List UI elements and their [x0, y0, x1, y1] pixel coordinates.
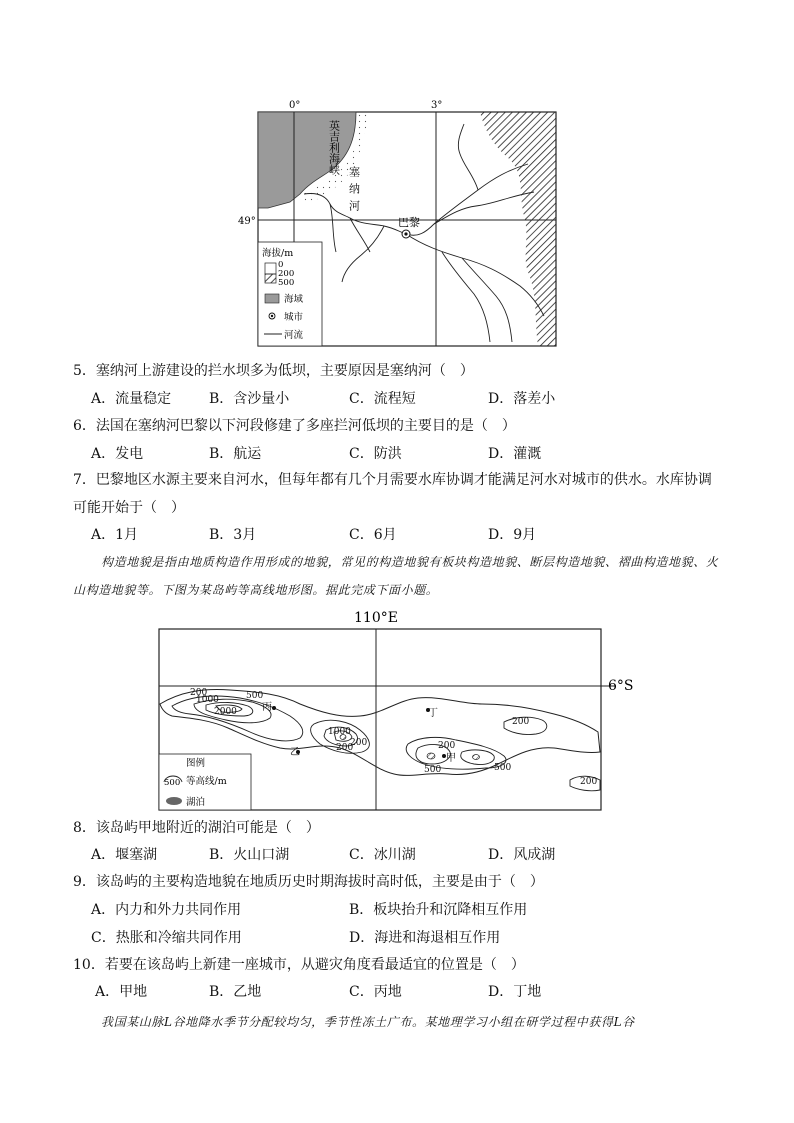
intro-passage: 构造地貌是指由地质构造作用形成的地貌，常见的构造地貌有板块构造地貌、断层构造地貌、褶曲构造地貌、火山构造地貌等。下图为某岛屿等高线地形图。据此完成下面小题。 [73, 555, 719, 597]
river-label: 塞纳河 [347, 166, 361, 217]
svg-text:200: 200 [438, 741, 456, 751]
question-10-option-d[interactable]: D．丁地 [488, 984, 542, 1000]
question-6-option-a[interactable]: A．发电 [91, 446, 144, 462]
label-ding: 丁 [428, 708, 438, 719]
svg-text:等高线/m: 等高线/m [186, 776, 227, 787]
question-10-stem: 10．若要在该岛屿上新建一座城市，从避灾角度看最适宜的位置是（ ） [73, 957, 525, 973]
svg-text:200: 200 [580, 777, 598, 787]
map2-legend [159, 754, 251, 810]
question-7-stem: 7．巴黎地区水源主要来自河水，但每年都有几个月需要水库协调才能满足河水对城市的供水。水库协调可能开始于（ ） [73, 472, 712, 516]
map1-legend [258, 242, 322, 346]
seine-map [238, 96, 568, 352]
svg-text:2000: 2000 [214, 707, 237, 717]
svg-text:500: 500 [494, 763, 512, 773]
svg-text:200: 200 [336, 743, 354, 753]
question-10-option-a[interactable]: A．甲地 [95, 984, 148, 1000]
svg-text:1000: 1000 [196, 695, 219, 705]
question-6-stem: 6．法国在塞纳河巴黎以下河段修建了多座拦河低坝的主要目的是（ ） [73, 418, 516, 434]
svg-text:200: 200 [278, 269, 295, 279]
question-9-option-a[interactable]: A．内力和外力共同作用 [91, 902, 242, 918]
lat-label-49: 49° [238, 216, 256, 227]
svg-text:200: 200 [190, 688, 208, 698]
lon-label-3: 3° [431, 100, 443, 111]
svg-text:0: 0 [278, 260, 284, 270]
question-7-option-d[interactable]: D．9月 [488, 527, 537, 543]
svg-text:500: 500 [278, 278, 295, 288]
question-5-option-c[interactable]: C．流程短 [349, 391, 416, 407]
question-8-stem: 8．该岛屿甲地附近的湖泊可能是（ ） [73, 820, 320, 836]
question-9-stem: 9．该岛屿的主要构造地貌在地质历史时期海拔时高时低，主要是由于（ ） [73, 874, 544, 890]
question-5-option-d[interactable]: D．落差小 [488, 391, 556, 407]
question-6-option-b[interactable]: B．航运 [209, 446, 262, 462]
label-jia: 甲 [446, 753, 456, 764]
question-7-option-a[interactable]: A．1月 [91, 527, 139, 543]
lon-label-110e: 110°E [354, 610, 398, 626]
question-8-option-d[interactable]: D．风成湖 [488, 847, 556, 863]
svg-text:500: 500 [164, 778, 181, 788]
question-9-option-c[interactable]: C．热胀和冷缩共同作用 [91, 930, 242, 946]
strait-label: 英吉利海峡 [327, 120, 341, 175]
city-label: 巴黎 [398, 216, 420, 229]
svg-text:河流: 河流 [284, 330, 304, 341]
question-10-option-b[interactable]: B．乙地 [209, 984, 262, 1000]
label-bing: 丙 [262, 702, 272, 713]
label-yi: 乙 [290, 747, 300, 758]
svg-text:海域: 海域 [284, 294, 304, 305]
question-5-stem: 5．塞纳河上游建设的拦水坝多为低坝，主要原因是塞纳河（ ） [73, 363, 474, 379]
question-6-option-c[interactable]: C．防洪 [349, 446, 402, 462]
question-8-option-c[interactable]: C．冰川湖 [349, 847, 416, 863]
closing-passage: 我国某山脉L谷地降水季节分配较均匀，季节性冻土广布。某地理学习小组在研学过程中获得L谷 [101, 1015, 635, 1029]
svg-text:200: 200 [512, 717, 530, 727]
question-7-option-b[interactable]: B．3月 [209, 527, 257, 543]
svg-text:500: 500 [424, 765, 442, 775]
question-9-option-b[interactable]: B．板块抬升和沉降相互作用 [349, 902, 528, 918]
question-8-option-b[interactable]: B．火山口湖 [209, 847, 290, 863]
question-9-option-d[interactable]: D．海进和海退相互作用 [349, 930, 501, 946]
question-5-option-b[interactable]: B．含沙量小 [209, 391, 290, 407]
question-8-option-a[interactable]: A．堰塞湖 [91, 847, 158, 863]
svg-text:500: 500 [246, 691, 264, 701]
lat-label-6s: 6°S [608, 678, 634, 694]
lon-label-0: 0° [289, 100, 301, 111]
svg-text:湖泊: 湖泊 [186, 797, 206, 808]
lake-near-jia [427, 753, 435, 759]
question-6-option-d[interactable]: D．灌溉 [488, 446, 542, 462]
marker-bing [272, 706, 276, 710]
svg-text:200: 200 [350, 738, 368, 748]
svg-text:1000: 1000 [328, 727, 351, 737]
question-10-option-c[interactable]: C．丙地 [349, 984, 402, 1000]
svg-text:城市: 城市 [284, 312, 304, 323]
question-5-option-a[interactable]: A．流量稳定 [91, 391, 172, 407]
question-7-option-c[interactable]: C．6月 [349, 527, 397, 543]
island-contour-map [150, 604, 650, 814]
svg-text:海拔/m: 海拔/m [262, 248, 294, 259]
svg-text:图例: 图例 [186, 758, 206, 769]
